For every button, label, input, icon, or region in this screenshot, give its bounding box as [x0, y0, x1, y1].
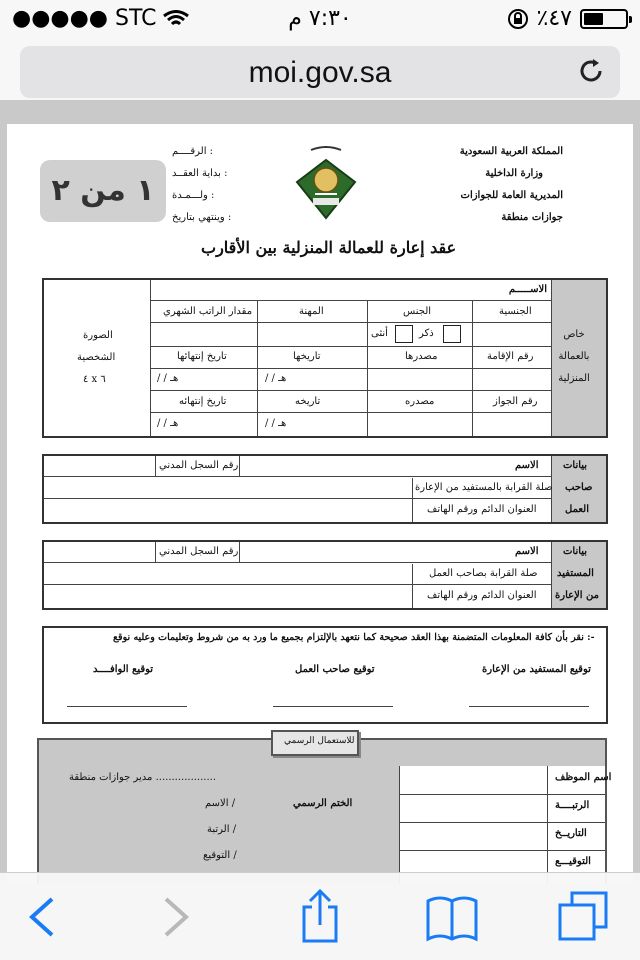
employer-relation-label: صلة القرابة بالمستفيد من الإعارة	[415, 482, 553, 493]
passport-number-label: رقم الجواز	[493, 396, 538, 407]
header-directorate: المديرية العامة للجوازات	[460, 190, 563, 201]
expat-signature-label: توقيع الوافــــد	[93, 664, 154, 675]
carrier-signal: ●●●●● STC	[12, 6, 189, 31]
iqama-number-label: رقم الإقامة	[487, 351, 534, 362]
bookmarks-icon[interactable]	[424, 889, 480, 945]
signature-label: التوقيـــع	[555, 856, 591, 867]
passport-expiry-label: تاريخ إنتهائه	[179, 396, 227, 407]
employee-name-label: اسم الموظف	[555, 772, 612, 783]
battery-icon	[580, 9, 628, 29]
passport-expiry-field[interactable]: / / هـ	[157, 418, 179, 429]
official-signature-label: التوقيع /	[203, 850, 237, 861]
reload-icon[interactable]	[576, 56, 606, 86]
iqama-expiry-field[interactable]: / / هـ	[157, 373, 179, 384]
beneficiary-section-1: بيانات	[563, 546, 588, 557]
header-kingdom: المملكة العربية السعودية	[459, 146, 563, 157]
official-use-tag: للاستعمال الرسمي	[284, 736, 355, 746]
safari-toolbar	[0, 872, 640, 960]
worker-name-label: الاســـــم	[508, 284, 547, 295]
photo-label: الصورة	[83, 330, 113, 341]
back-icon[interactable]	[16, 889, 72, 945]
share-icon[interactable]	[292, 889, 348, 945]
regional-director-label: مدير جوازات منطقة ...................	[69, 772, 216, 783]
official-rank-label: الرتبة /	[207, 824, 237, 835]
header-ministry: وزارة الداخلية	[485, 168, 543, 179]
nationality-label: الجنسية	[499, 306, 532, 317]
contract-title: عقد إعارة للعمالة المنزلية بين الأقارب	[201, 238, 457, 257]
official-stamp-label: الختم الرسمي	[293, 798, 353, 809]
passport-date-field[interactable]: / / هـ	[265, 418, 287, 429]
contract-page	[7, 124, 633, 884]
employer-section-2: صاحب	[565, 482, 593, 493]
url-field[interactable]	[20, 46, 620, 98]
male-label: ذكر	[419, 328, 434, 339]
employer-signature-label: توقيع صاحب العمل	[295, 664, 375, 675]
iqama-expiry-label: تاريخ إنتهائها	[177, 351, 227, 362]
photo-size: ٤ x ٦	[83, 374, 106, 385]
header-contract-start: بداية العقــد :	[172, 168, 228, 179]
header-region: جوازات منطقة	[501, 212, 563, 223]
forward-icon[interactable]	[146, 889, 202, 945]
declaration-text: نقر بأن كافة المعلومات المتضمنة بهذا العقد صحيحة كما نتعهد بالإلتزام بجميع ما ورد به من شروط وتعليمات وعليه نوقع :-	[113, 632, 595, 643]
status-bar	[0, 0, 640, 40]
employer-name-label: الاسم	[515, 460, 539, 471]
rotation-lock-icon	[507, 8, 529, 30]
battery-percent: ٪٤٧	[536, 6, 572, 31]
female-label: أنثى	[371, 328, 388, 339]
employer-section-1: بيانات	[563, 460, 588, 471]
beneficiary-civil-label: رقم السجل المدني	[159, 546, 239, 557]
worker-section-label: خاص بالعمالة المنزلية	[558, 329, 590, 384]
photo-label-2: الشخصية	[77, 352, 116, 363]
beneficiary-signature-label: توقيع المستفيد من الإعارة	[482, 664, 591, 675]
iqama-date-label: تاريخها	[293, 351, 321, 362]
header-ends-on: وينتهي بتاريخ :	[172, 212, 232, 223]
tabs-icon[interactable]	[556, 889, 612, 945]
beneficiary-name-label: الاسم	[515, 546, 539, 557]
page-indicator: ١ من ٢	[40, 160, 166, 222]
url-text: moi.gov.sa	[248, 56, 392, 89]
header-duration: ولـــمـدة :	[172, 190, 215, 201]
browser-address-bar	[0, 40, 640, 100]
rank-label: الرتبــــة	[555, 800, 590, 811]
iqama-source-label: مصدرها	[405, 351, 438, 362]
passport-date-label: تاريخه	[295, 396, 321, 407]
beneficiary-section-2: المستفيد	[557, 568, 594, 579]
employer-address-label: العنوان الدائم ورقم الهاتف	[427, 504, 537, 515]
female-checkbox[interactable]	[395, 325, 413, 343]
beneficiary-section-3: من الإعارة	[555, 590, 600, 601]
date-label: التاريــخ	[555, 828, 587, 839]
beneficiary-relation-label: صلة القرابة بصاحب العمل	[429, 568, 538, 579]
salary-label: مقدار الراتب الشهري	[163, 306, 253, 317]
gender-label: الجنس	[403, 306, 432, 317]
iqama-date-field[interactable]: / / هـ	[265, 373, 287, 384]
header-number: الرقــــم :	[172, 146, 214, 157]
male-checkbox[interactable]	[443, 325, 461, 343]
profession-label: المهنة	[299, 306, 324, 317]
beneficiary-address-label: العنوان الدائم ورقم الهاتف	[427, 590, 537, 601]
employer-section-3: العمل	[565, 504, 590, 515]
employer-civil-label: رقم السجل المدني	[159, 460, 239, 471]
clock: ٧:٣٠ م	[288, 6, 352, 31]
passports-emblem-icon	[291, 142, 361, 228]
passport-source-label: مصدره	[405, 396, 435, 407]
official-name-label: الاسم /	[205, 798, 236, 809]
